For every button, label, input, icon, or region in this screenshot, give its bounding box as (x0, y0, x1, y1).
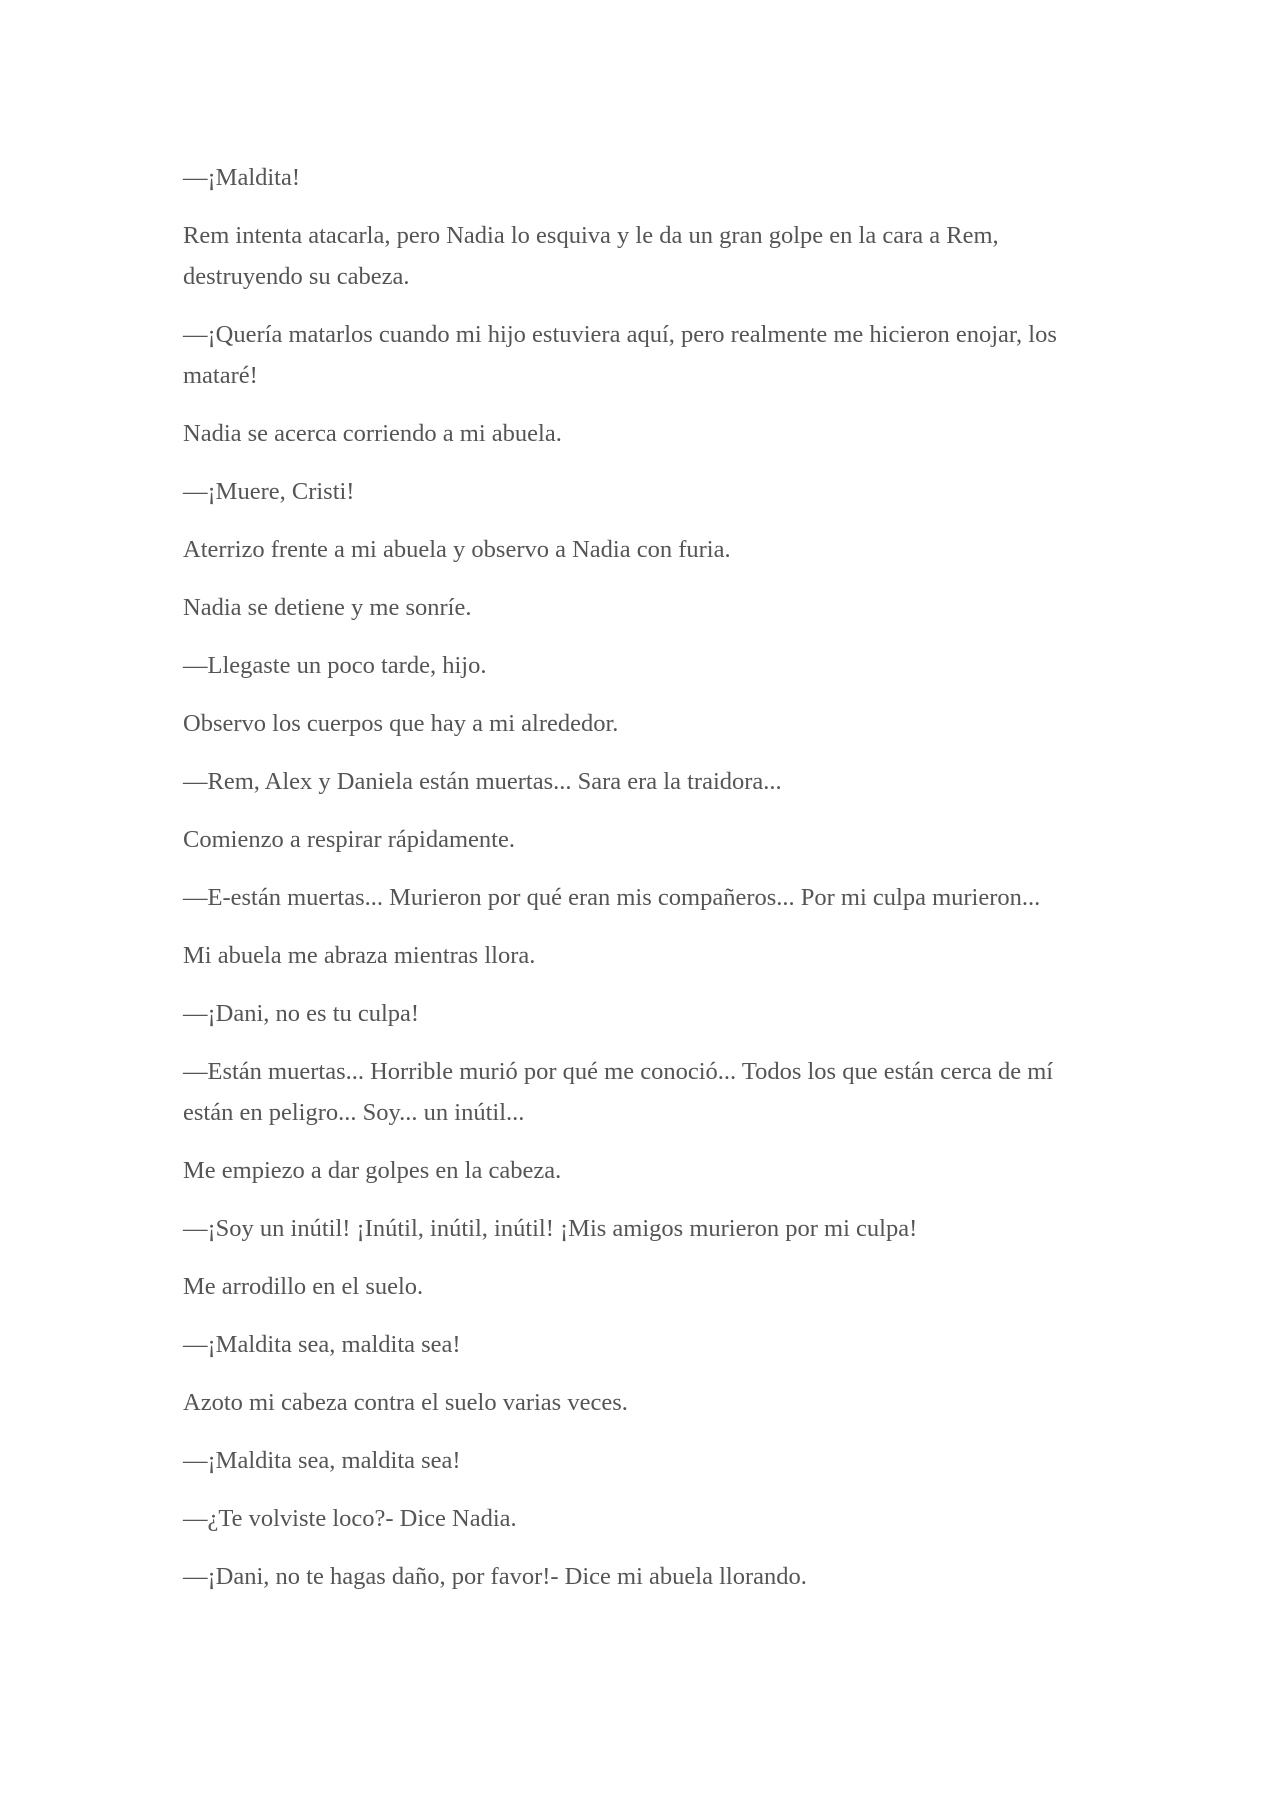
paragraph-21: —¡Maldita sea, maldita sea! (183, 1447, 461, 1474)
paragraph-7: Nadia se detiene y me sonríe. (183, 594, 472, 621)
document-body (183, 157, 1103, 1614)
paragraph-13: Mi abuela me abraza mientras llora. (183, 942, 536, 969)
paragraph-6: Aterrizo frente a mi abuela y observo a Nadia con furia. (183, 536, 731, 563)
paragraph-15: —Están muertas... Horrible murió por qué me conoció... Todos los que están cerca de mí están en peligro... Soy... un inútil... (183, 1058, 1054, 1126)
paragraph-5: —¡Muere, Cristi! (183, 478, 355, 505)
paragraph-11: Comienzo a respirar rápidamente. (183, 826, 515, 853)
paragraph-19: —¡Maldita sea, maldita sea! (183, 1331, 461, 1358)
paragraph-4: Nadia se acerca corriendo a mi abuela. (183, 420, 562, 447)
paragraph-8: —Llegaste un poco tarde, hijo. (183, 652, 487, 679)
paragraph-18: Me arrodillo en el suelo. (183, 1273, 424, 1300)
paragraph-14: —¡Dani, no es tu culpa! (183, 1000, 420, 1027)
paragraph-10: —Rem, Alex y Daniela están muertas... Sara era la traidora... (183, 768, 782, 795)
paragraph-17: —¡Soy un inútil! ¡Inútil, inútil, inútil! ¡Mis amigos murieron por mi culpa! (183, 1215, 918, 1242)
paragraph-16: Me empiezo a dar golpes en la cabeza. (183, 1157, 562, 1184)
paragraph-1: —¡Maldita! (183, 164, 301, 191)
paragraph-3: —¡Quería matarlos cuando mi hijo estuviera aquí, pero realmente me hicieron enojar, los mataré! (183, 321, 1057, 389)
paragraph-2: Rem intenta atacarla, pero Nadia lo esquiva y le da un gran golpe en la cara a Rem, destruyendo su cabeza. (183, 222, 999, 290)
paragraph-23: —¡Dani, no te hagas daño, por favor!- Dice mi abuela llorando. (183, 1563, 807, 1590)
paragraph-12: —E-están muertas... Murieron por qué eran mis compañeros... Por mi culpa murieron... (183, 884, 1041, 911)
paragraph-22: —¿Te volviste loco?- Dice Nadia. (183, 1505, 517, 1532)
paragraph-9: Observo los cuerpos que hay a mi alrededor. (183, 710, 619, 737)
paragraph-20: Azoto mi cabeza contra el suelo varias veces. (183, 1389, 628, 1416)
